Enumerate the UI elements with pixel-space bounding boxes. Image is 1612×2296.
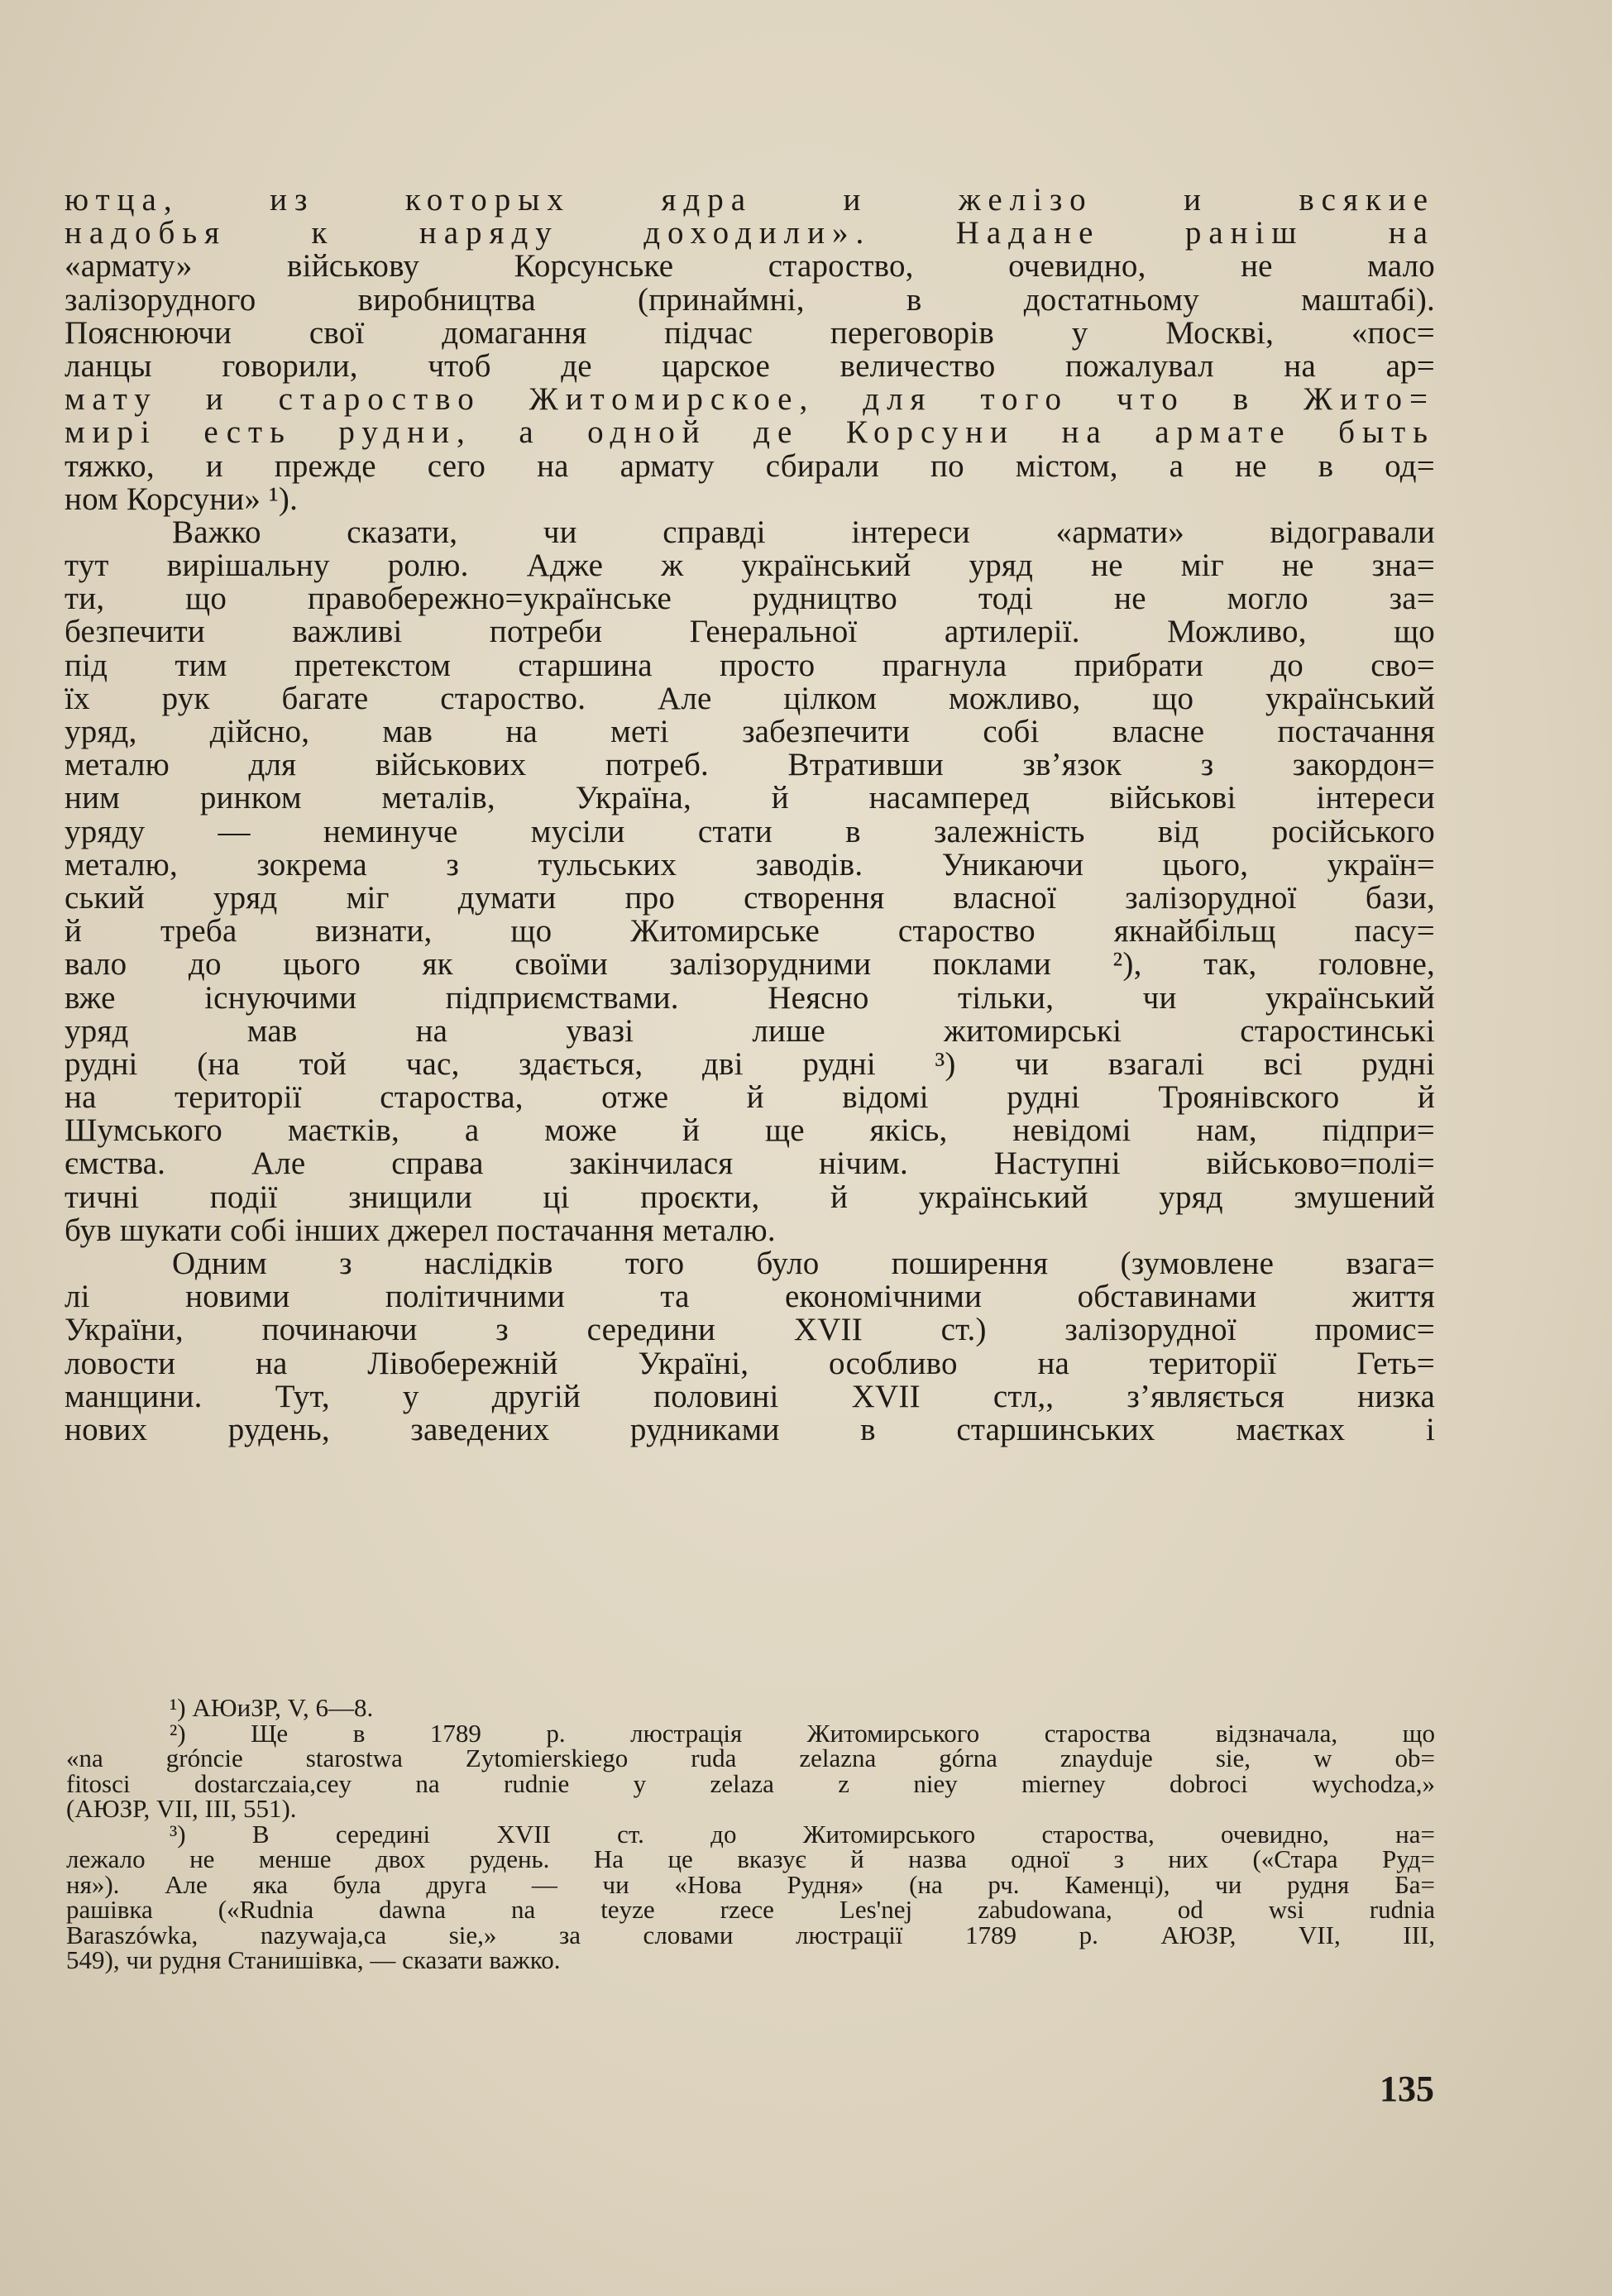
- text-line: ним ринком металів, Україна, й насамперед військові інтереси: [65, 780, 1435, 816]
- footnote-line: лежало не менше двох рудень. На це вказує й назва одної з них («Стара Руд=: [66, 1844, 1435, 1873]
- text-line: рудні (на той час, здається, дві рудні ³) чи взагалі всі рудні: [65, 1045, 1435, 1082]
- text-line: Шумського маєтків, а може й ще якісь, невідомі нам, підпри=: [65, 1112, 1435, 1149]
- footnote-line: fitosci dostarczaia,cey na rudnie y zelaza z niey mierney dobroci wychodza,»: [66, 1768, 1435, 1798]
- text-line: Важко сказати, чи справді інтереси «армати» відогравали: [172, 514, 1435, 550]
- text-line: їх рук багате староство. Але цілком можливо, що український: [65, 680, 1435, 716]
- text-line: Пояснюючи свої домагання підчас переговорів у Москві, «пос=: [65, 314, 1435, 351]
- footnote-line: ня»). Але яка була друга — чи «Нова Рудня» (на рч. Каменці), чи рудня Ба=: [66, 1869, 1435, 1899]
- text-line: на території староства, отже й відомі рудні Троянівского й: [65, 1079, 1435, 1116]
- text-line: мату и староство Житомирское, для того что в Жито=: [65, 381, 1435, 418]
- body-text: [65, 184, 1435, 1447]
- text-line: надобья к наряду доходили». Надане раніш на: [65, 215, 1435, 251]
- text-line: ємства. Але справа закінчилася нічим. Наступні військово=полі=: [65, 1146, 1435, 1182]
- text-line: манщини. Тут, у другій половині XVII стл,, зʼявляється низка: [65, 1378, 1435, 1414]
- text-line: тут вирішальну ролю. Адже ж український уряд не міг не зна=: [65, 548, 1435, 584]
- text-line: нових рудень, заведених рудниками в старшинських маєтках і: [65, 1411, 1435, 1447]
- footnote-line: ¹) АЮиЗР, V, 6—8.: [170, 1693, 374, 1722]
- text-line: металю, зокрема з тульських заводів. Уникаючи цього, україн=: [65, 846, 1435, 883]
- text-line: ютца, из которых ядра и желізо и всякие: [65, 182, 1435, 218]
- text-line: мирі есть рудни, а одной де Корсуни на армате быть: [65, 414, 1435, 451]
- text-line: вже існуючими підприємствами. Неясно тільки, чи український: [65, 979, 1435, 1016]
- text-line: під тим претекстом старшина просто прагнула прибрати до сво=: [65, 647, 1435, 683]
- footnote-line: ²) Ще в 1789 р. люстрація Житомирського староства відзначала, що: [170, 1718, 1435, 1748]
- text-line: ном Корсуни» ¹).: [65, 481, 299, 517]
- footnote-line: ³) В середині XVII ст. до Житомирського староства, очевидно, на=: [170, 1819, 1435, 1849]
- text-line: ти, що правобережно=українське рудництво тоді не могло за=: [65, 581, 1435, 617]
- footnote-line: рашівка («Rudnia dawna na teyze rzece Les'nej zabudowana, od wsi rudnia: [66, 1895, 1435, 1924]
- text-line: Одним з наслідків того було поширення (зумовлене взага=: [172, 1246, 1435, 1281]
- page-number: 135: [1380, 2069, 1434, 2109]
- text-line: лі новими політичними та економічними обставинами життя: [65, 1279, 1435, 1315]
- text-line: України, починаючи з середини XVII ст.) залізорудної промис=: [65, 1312, 1435, 1348]
- text-line: уряд мав на увазі лише житомирські старостинські: [65, 1012, 1435, 1049]
- text-line: тяжко, и прежде сего на армату сбирали по містом, а не в од=: [65, 447, 1435, 484]
- text-line: «армату» військову Корсунське староство, очевидно, не мало: [65, 248, 1435, 285]
- footnotes: [66, 1693, 1435, 1974]
- text-line: ловости на Лівобережній Україні, особливо на території Геть=: [65, 1345, 1435, 1381]
- text-line: ський уряд міг думати про створення власної залізорудної бази,: [65, 879, 1435, 916]
- text-line: й треба визнати, що Житомирське староство якнайбільщ пасу=: [65, 913, 1435, 949]
- footnote-line: 549), чи рудня Станишівка, — сказати важко.: [66, 1945, 561, 1974]
- text-line: залізорудного виробництва (принаймні, в достатньому маштабі).: [65, 281, 1435, 318]
- footnote-line: (АЮЗР, VII, III, 551).: [66, 1794, 297, 1823]
- footnote-line: Baraszówka, nazywaja,ca sie,» за словами люстрації 1789 р. АЮЗР, VII, III,: [66, 1920, 1435, 1949]
- text-line: безпечити важливі потреби Генеральної артилерії. Можливо, що: [65, 614, 1435, 650]
- text-line: ланцы говорили, чтоб де царское величество пожалувал на ар=: [65, 347, 1435, 384]
- text-line: уряду — неминуче мусіли стати в залежність від російського: [65, 813, 1435, 849]
- text-line: уряд, дійсно, мав на меті забезпечити собі власне постачання: [65, 714, 1435, 749]
- footnote-line: «na gróncie starostwa Zytomierskiego ruda zelazna górna znayduje sie, w ob=: [66, 1744, 1435, 1772]
- text-line: тичні події знищили ці проєкти, й український уряд змушений: [65, 1179, 1435, 1215]
- text-line: вало до цього як своїми залізорудними поклами ²), так, головне,: [65, 946, 1435, 983]
- text-line: був шукати собі інших джерел постачання металю.: [65, 1212, 776, 1248]
- text-line: металю для військових потреб. Втративши звʼязок з закордон=: [65, 747, 1435, 783]
